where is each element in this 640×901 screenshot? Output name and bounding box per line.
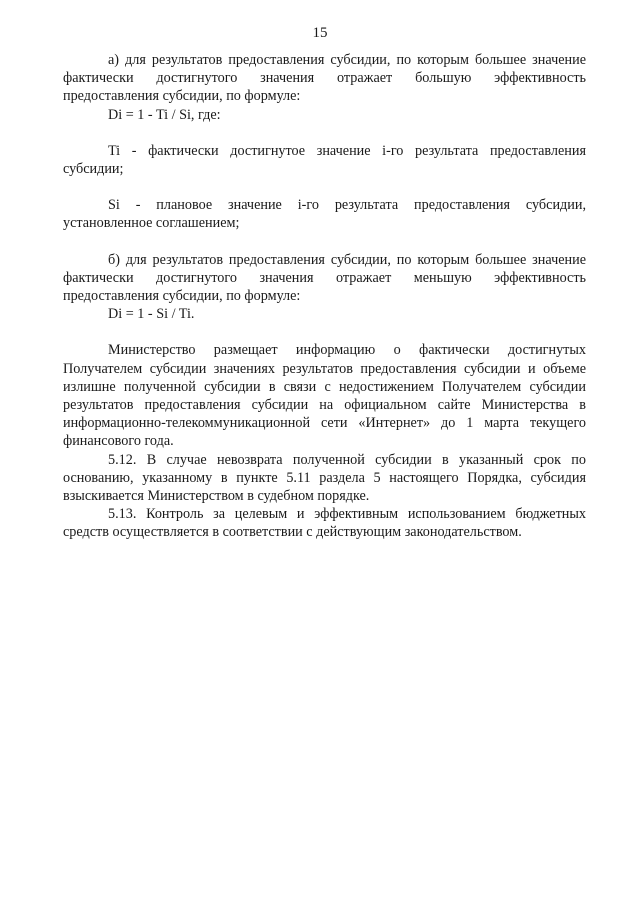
page-number: 15 xyxy=(312,25,328,41)
clause-5-13: 5.13. Контроль за целевым и эффективным использованием бюджетных средств осуществляется в соответствии с действующим законодательством. xyxy=(63,506,586,541)
formula-2: Di = 1 - Si / Ti. xyxy=(108,306,195,323)
paragraph-ministry-info: Министерство размещает информацию о фактически достигнутых Получателем субсидии значениях результатов предоставления субсидии и объеме излишне полученной субсидии в связи с недостижением Получателем субсидии результатов предоставления субсидии на официальном сайте Министерства в информационно-телекоммуникационной сети «Интернет» до 1 марта текущего финансового года. xyxy=(63,342,586,450)
definition-si: Si - плановое значение i-го результата предоставления субсидии, установленное соглашением; xyxy=(63,197,586,232)
formula-1: Di = 1 - Ti / Si, где: xyxy=(108,106,221,123)
paragraph-case-b: б) для результатов предоставления субсидии, по которым большее значение фактически достигнутого значения отражает меньшую эффективность предоставления субсидии, по формуле: xyxy=(63,251,586,305)
definition-ti: Ti - фактически достигнутое значение i-го результата предоставления субсидии; xyxy=(63,142,586,178)
paragraph-case-a: а) для результатов предоставления субсидии, по которым большее значение фактически достигнутого значения отражает большую эффективность предоставления субсидии, по формуле: xyxy=(63,52,586,105)
document-body xyxy=(63,51,586,542)
clause-5-12: 5.12. В случае невозврата полученной субсидии в указанный срок по основанию, указанному в пункте 5.11 раздела 5 настоящего Порядка, субсидия взыскивается Министерством в судебном порядке. xyxy=(63,451,586,505)
